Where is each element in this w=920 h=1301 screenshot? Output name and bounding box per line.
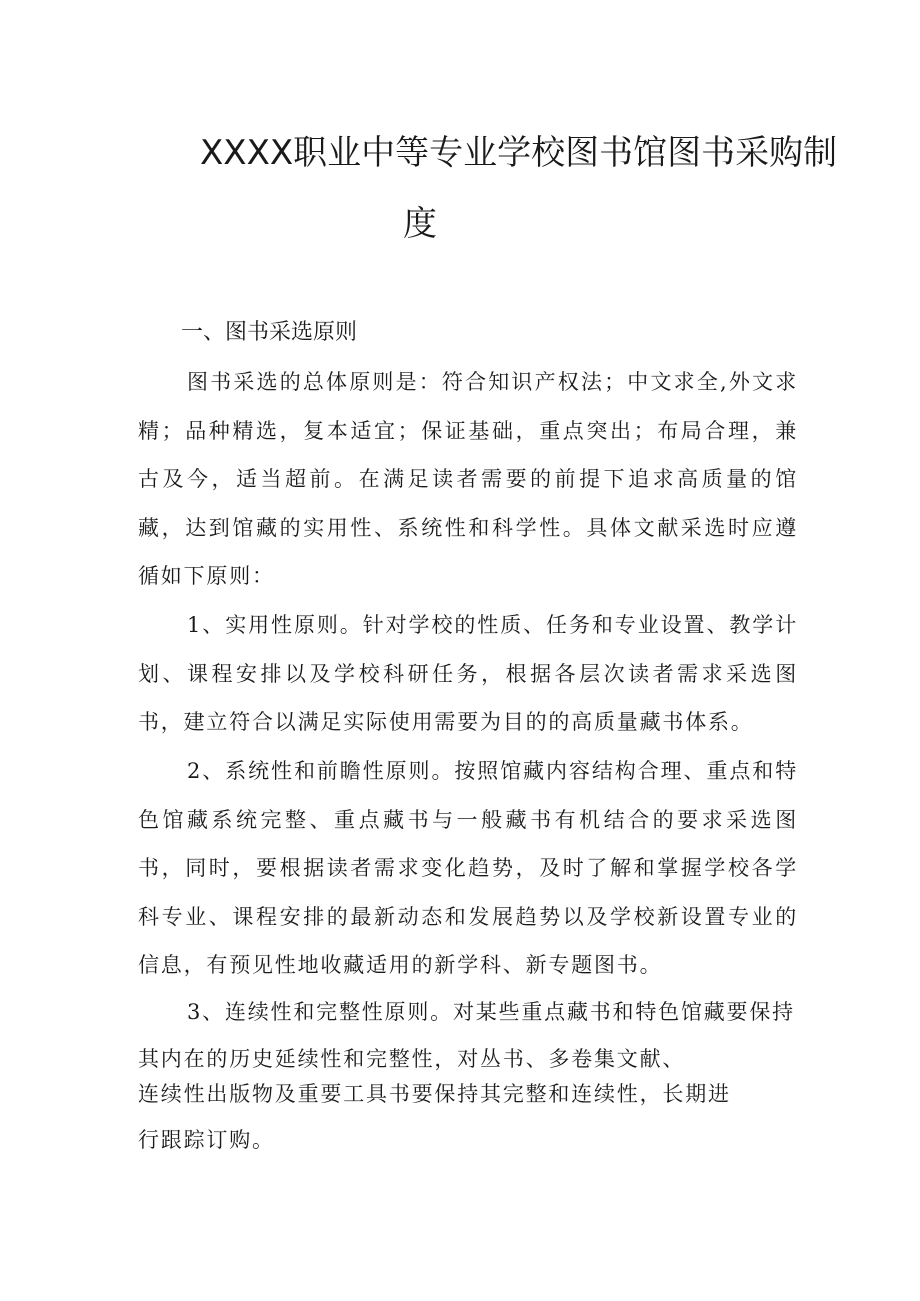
section-heading: 一、图书采选原则	[181, 320, 358, 345]
paragraph-continuity-line: 行跟踪订购。	[138, 1128, 275, 1152]
paragraph-continuity-line: 其内在的历史延续性和完整性，对丛书、多卷集文献、	[138, 1047, 686, 1071]
paragraph-continuity-line: 3、连续性和完整性原则。对某些重点藏书和特色馆藏要保持	[187, 1000, 795, 1024]
paragraph-practicality-principle: 1、实用性原则。针对学校的性质、任务和专业设置、教学计划、课程安排以及学校科研任务，根据各层次读者需求采选图书，建立符合以满足实际使用需要为目的的高质量藏书体系。	[138, 613, 798, 734]
document-title-line-1: XXXX职业中等专业学校图书馆图书采购制	[200, 133, 838, 173]
paragraph-continuity-line: 连续性出版物及重要工具书要保持其完整和连续性，长期进	[138, 1082, 731, 1106]
document-title-line-2: 度	[403, 204, 437, 244]
paragraph-systematic-principle: 2、系统性和前瞻性原则。按照馆藏内容结构合理、重点和特色馆藏系统完整、重点藏书与一般藏书有机结合的要求采选图书，同时，要根据读者需求变化趋势，及时了解和掌握学校各学科专业、课程安排的最新动态和发展趋势以及学校新设置专业的信息，有预见性地收藏适用的新学科、新专题图书。	[138, 759, 798, 977]
paragraph-general-principle: 图书采选的总体原则是：符合知识产权法；中文求全,外文求精；品种精选，复本适宜；保证基础，重点突出；布局合理，兼古及今，适当超前。在满足读者需要的前提下追求高质量的馆藏，达到馆藏的实用性、系统性和科学性。具体文献采选时应遵循如下原则：	[138, 370, 798, 588]
